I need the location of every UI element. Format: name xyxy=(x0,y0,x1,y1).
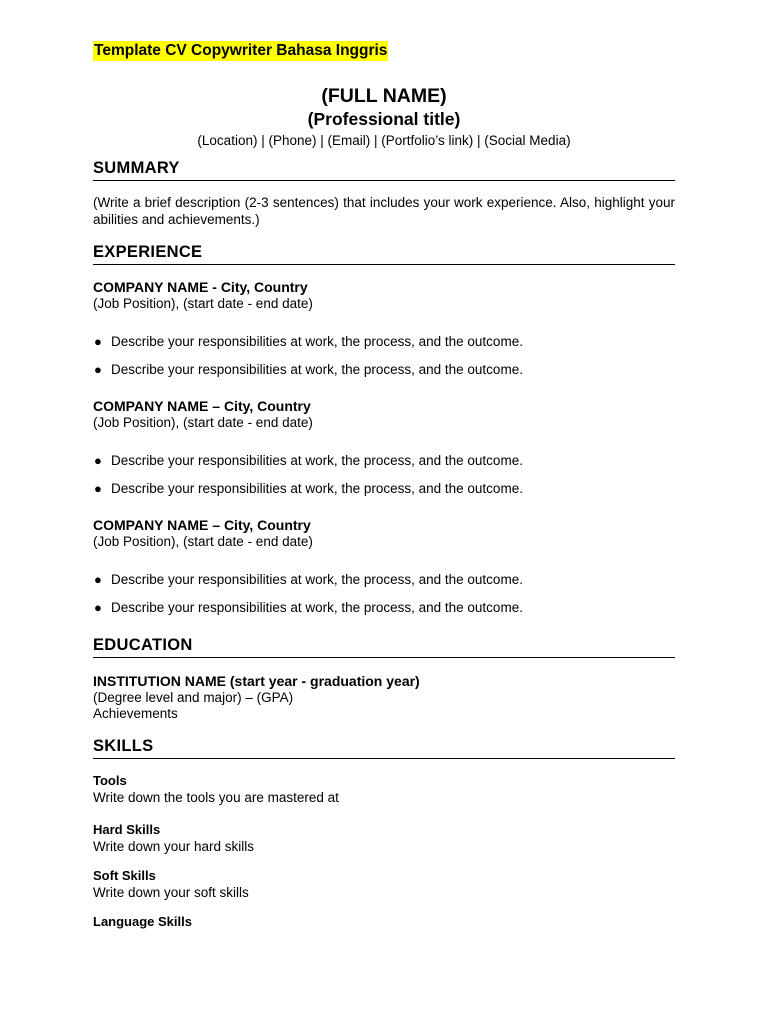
experience-heading: EXPERIENCE xyxy=(93,242,675,265)
education-entry xyxy=(93,673,675,723)
document-label: Template CV Copywriter Bahasa Inggris xyxy=(94,42,388,59)
contact-line: (Location) | (Phone) | (Email) | (Portfolio’s link) | (Social Media) xyxy=(197,133,571,148)
professional-title: (Professional title) xyxy=(307,109,461,129)
bullet-icon: ● xyxy=(94,453,102,468)
job-position: (Job Position), (start date - end date) xyxy=(93,414,313,430)
responsibility-text: Describe your responsibilities at work, the process, and the outcome. xyxy=(111,481,523,496)
job-entry xyxy=(93,398,675,431)
skill-text: Write down your soft skills xyxy=(93,884,249,900)
resume-header xyxy=(93,84,675,150)
responsibility-text: Describe your responsibilities at work, the process, and the outcome. xyxy=(111,600,523,615)
summary-heading: SUMMARY xyxy=(93,158,675,181)
job-position: (Job Position), (start date - end date) xyxy=(93,533,313,549)
skill-label: Language Skills xyxy=(93,914,192,929)
responsibility-text: Describe your responsibilities at work, the process, and the outcome. xyxy=(111,362,523,377)
skill-group xyxy=(93,914,675,931)
education-heading: EDUCATION xyxy=(93,635,675,658)
institution-name: INSTITUTION NAME (start year - graduation year) xyxy=(93,673,420,689)
skill-group xyxy=(93,822,675,855)
summary-text: (Write a brief description (2-3 sentences) that includes your work experience. Also, highlight your abilities and achievements.) xyxy=(93,195,675,227)
responsibility-text: Describe your responsibilities at work, the process, and the outcome. xyxy=(111,334,523,349)
company-name: COMPANY NAME – City, Country xyxy=(93,517,311,533)
full-name: (FULL NAME) xyxy=(321,85,447,107)
company-name: COMPANY NAME – City, Country xyxy=(93,398,311,414)
bullet-icon: ● xyxy=(94,481,102,496)
degree-text: (Degree level and major) – (GPA) xyxy=(93,689,294,705)
responsibility-text: Describe your responsibilities at work, the process, and the outcome. xyxy=(111,572,523,587)
achievements-text: Achievements xyxy=(93,706,178,721)
skill-label: Soft Skills xyxy=(93,868,156,883)
skill-group xyxy=(93,868,675,901)
responsibility-text: Describe your responsibilities at work, the process, and the outcome. xyxy=(111,453,523,468)
resume-page xyxy=(93,0,675,1024)
bullet-icon: ● xyxy=(94,334,102,349)
company-name: COMPANY NAME - City, Country xyxy=(93,279,308,295)
skill-group xyxy=(93,773,675,806)
job-entry xyxy=(93,279,675,312)
bullet-icon: ● xyxy=(94,362,102,377)
skill-text: Write down your hard skills xyxy=(93,838,255,854)
skill-label: Tools xyxy=(93,773,127,788)
job-position: (Job Position), (start date - end date) xyxy=(93,295,313,311)
bullet-icon: ● xyxy=(94,572,102,587)
bullet-icon: ● xyxy=(94,600,102,615)
skill-label: Hard Skills xyxy=(93,822,161,837)
skill-text: Write down the tools you are mastered at xyxy=(93,789,339,805)
skills-heading: SKILLS xyxy=(93,736,675,759)
job-entry xyxy=(93,517,675,550)
